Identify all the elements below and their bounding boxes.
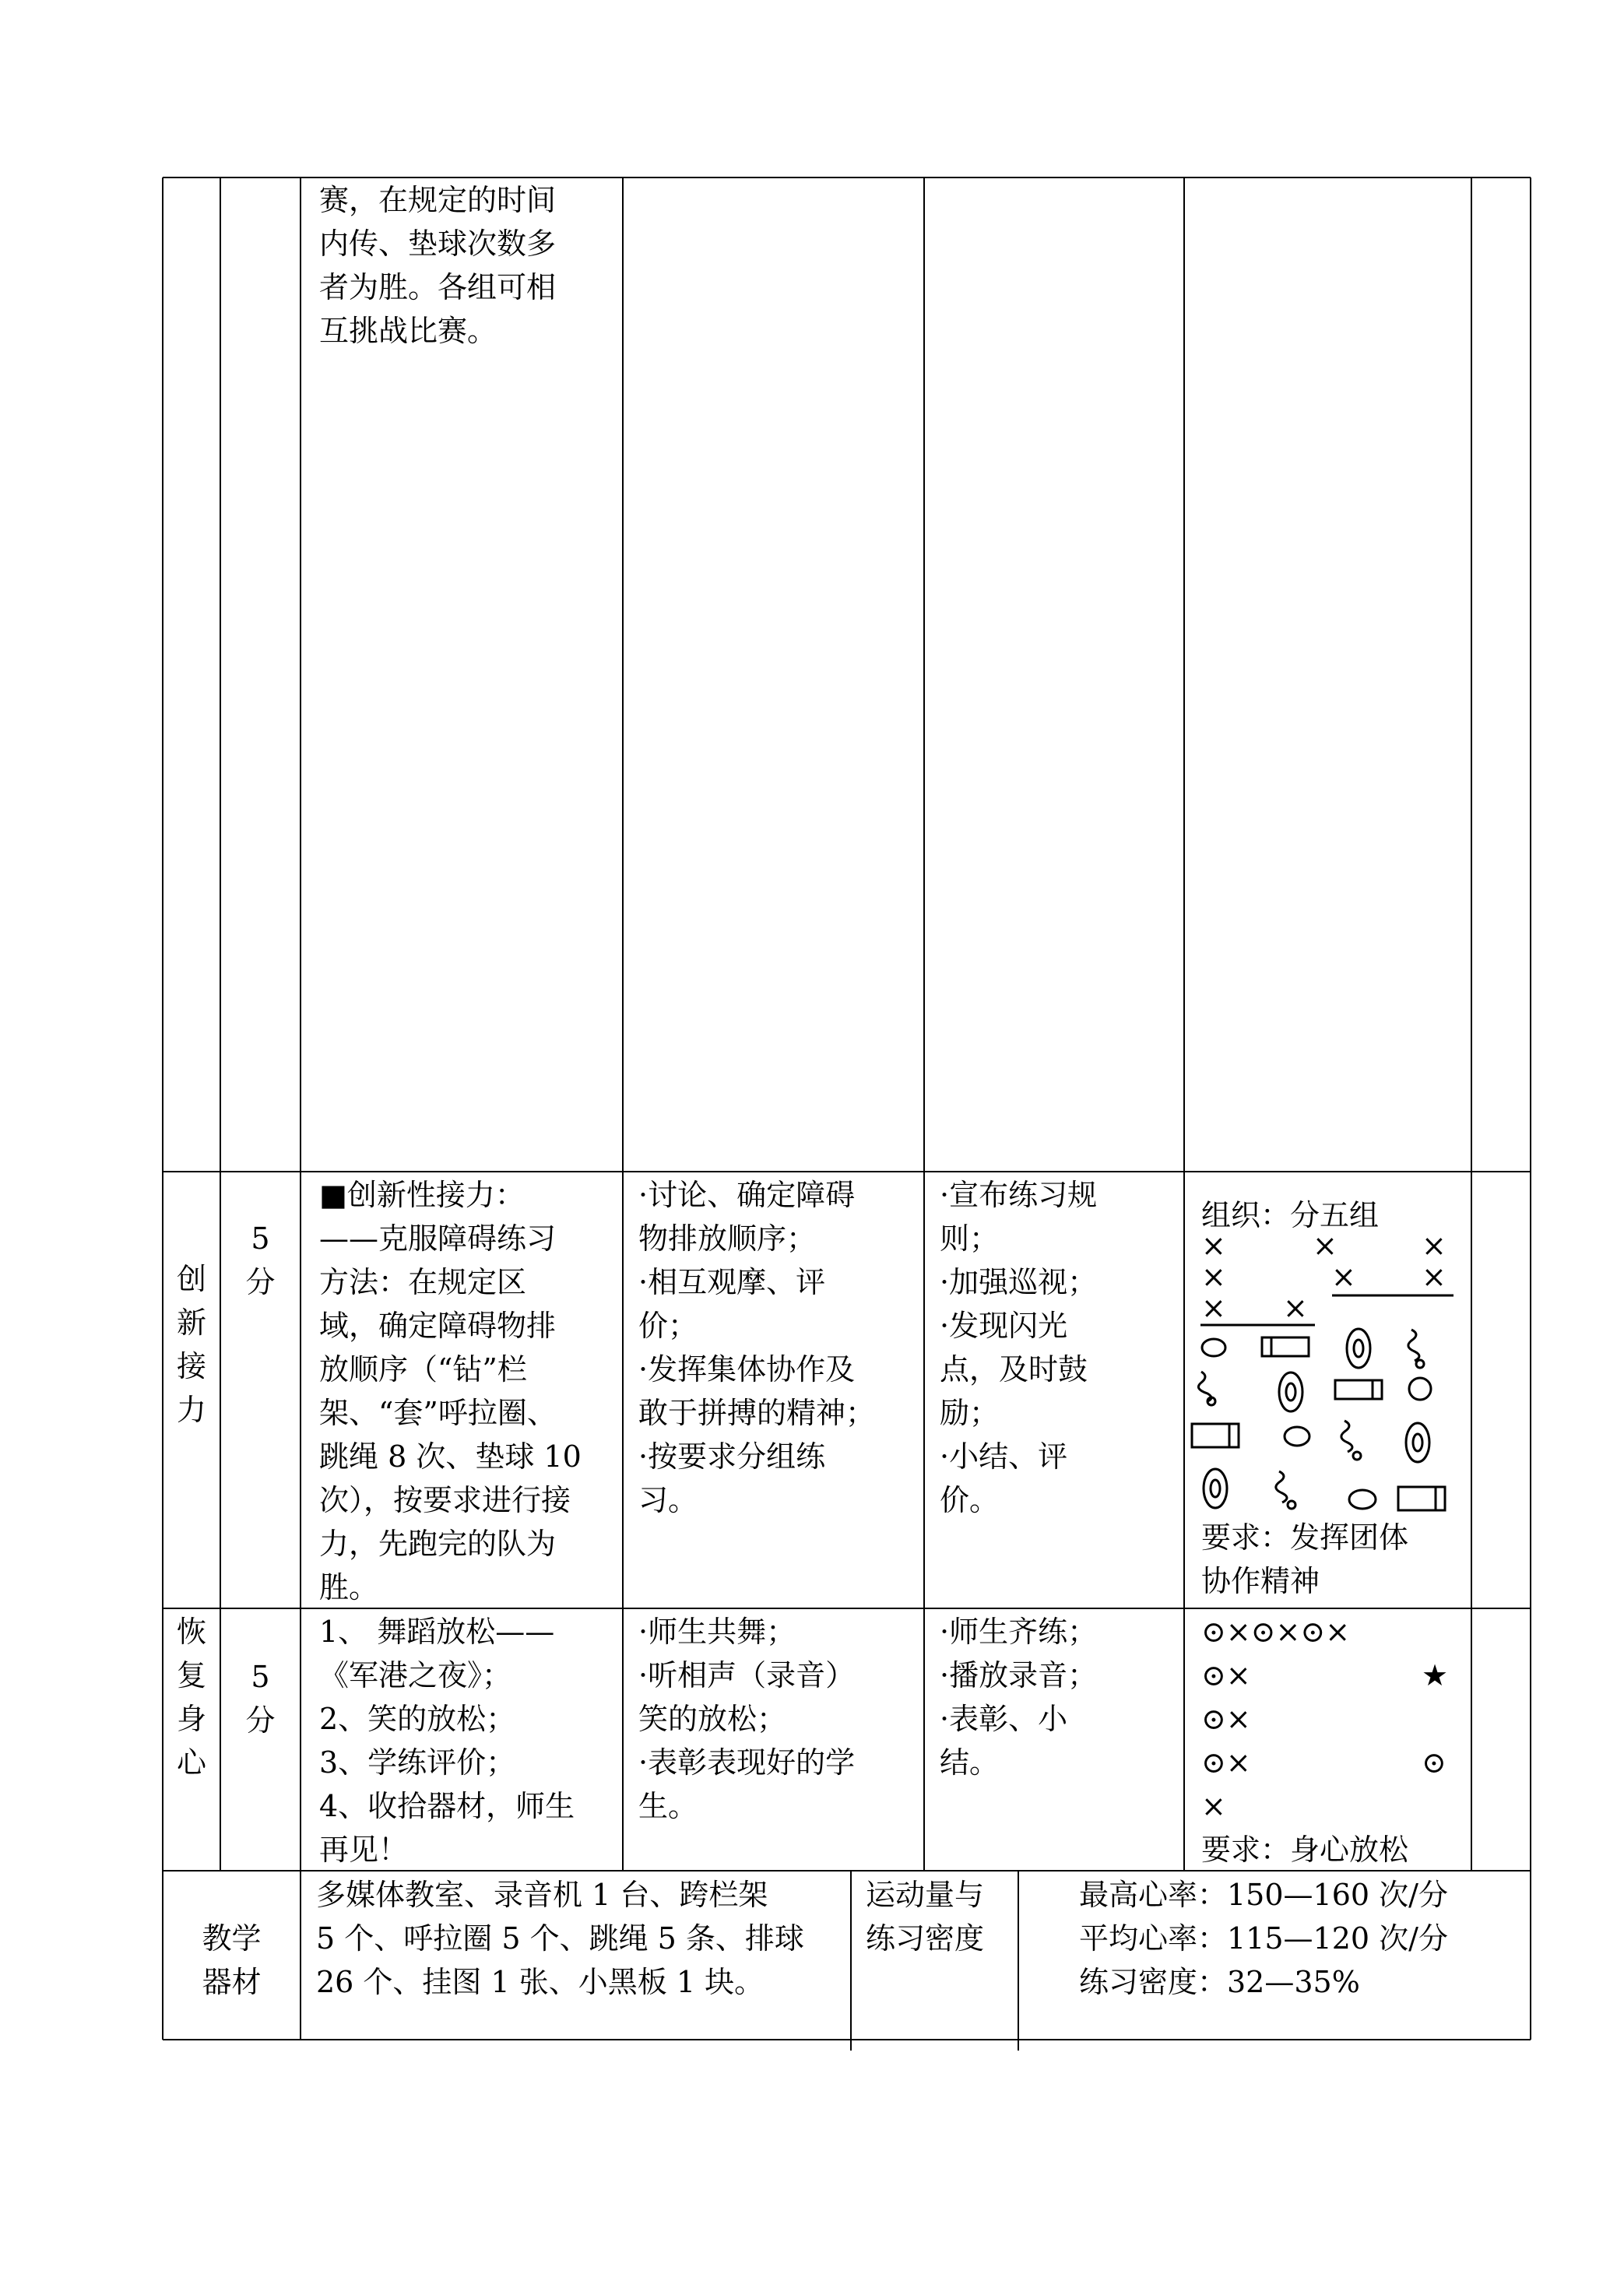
row3-section: 恢 复 身 心: [176, 1615, 206, 1780]
row2-section: 创 新 接 力: [176, 1262, 206, 1427]
row2-teacher: ·宣布练习规 则； ·加强巡视； ·发现闪光 点，及时鼓 励； ·小结、评 价。: [940, 1178, 1098, 1517]
row3-time: 5 分: [245, 1660, 276, 1738]
equipment-label: 教学 器材: [202, 1921, 262, 1999]
x-mark: ×: [1201, 1228, 1226, 1263]
formation-line: ⊙×: [1201, 1745, 1251, 1780]
row3-content: 1、 舞蹈放松—— 《军港之夜》； 2、笑的放松； 3、学练评价； 4、收拾器材，师生 再见！: [319, 1615, 575, 1867]
formation-line: ⊙×: [1201, 1702, 1251, 1736]
row1-content: 赛，在规定的时间 内传、垫球次数多 者为胜。各组可相 互挑战比赛。: [319, 183, 557, 348]
row3-student: ·师生共舞； ·听相声（录音） 笑的放松； ·表彰表现好的学 生。: [638, 1615, 856, 1823]
formation-line: ⊙×⊙×⊙×: [1201, 1615, 1351, 1649]
x-mark: ×: [1201, 1291, 1226, 1325]
row2-content: ■创新性接力： ——克服障碍练习 方法：在规定区 域，确定障碍物排 放顺序（“钻”栏 架、“套”呼拉圈、 跳绳 8 次、垫球 10 次），按要求进行接 力，先跑完的队为 胜。: [319, 1178, 582, 1604]
x-mark: ×: [1313, 1228, 1338, 1263]
load-values: 最高心率：150—160 次/分 平均心率：115—120 次/分 练习密度：32—35%: [1079, 1878, 1448, 1999]
row3-org-requirement: 要求：身心放松: [1201, 1833, 1409, 1867]
row2-student: ·讨论、确定障碍 物排放顺序； ·相互观摩、评 价； ·发挥集体协作及 敢于拼搏的精神； ·按要求分组练 习。: [638, 1178, 876, 1517]
x-mark: ×: [1283, 1291, 1308, 1325]
obstacle-diagram: [1184, 1168, 1471, 1534]
row2-time: 5 分: [245, 1221, 276, 1299]
load-label: 运动量与 练习密度: [866, 1878, 985, 1956]
org-title: 组织：分五组: [1201, 1198, 1380, 1232]
formation-line: ×: [1201, 1789, 1226, 1823]
teacher-star-icon: ★: [1422, 1658, 1449, 1692]
x-mark: ×: [1201, 1260, 1226, 1294]
row3-teacher: ·师生齐练； ·播放录音； ·表彰、小 结。: [940, 1615, 1098, 1780]
x-mark: ×: [1331, 1260, 1356, 1294]
formation-dot: ⊙: [1422, 1745, 1446, 1780]
row2-org-requirement: 要求：发挥团体 协作精神: [1201, 1520, 1409, 1598]
x-mark: ×: [1422, 1228, 1446, 1263]
x-mark: ×: [1422, 1260, 1446, 1294]
equipment-list: 多媒体教室、录音机 1 台、跨栏架 5 个、呼拉圈 5 个、跳绳 5 条、排球 26 个、挂图 1 张、小黑板 1 块。: [316, 1878, 804, 1999]
formation-line: ⊙×: [1201, 1658, 1251, 1692]
